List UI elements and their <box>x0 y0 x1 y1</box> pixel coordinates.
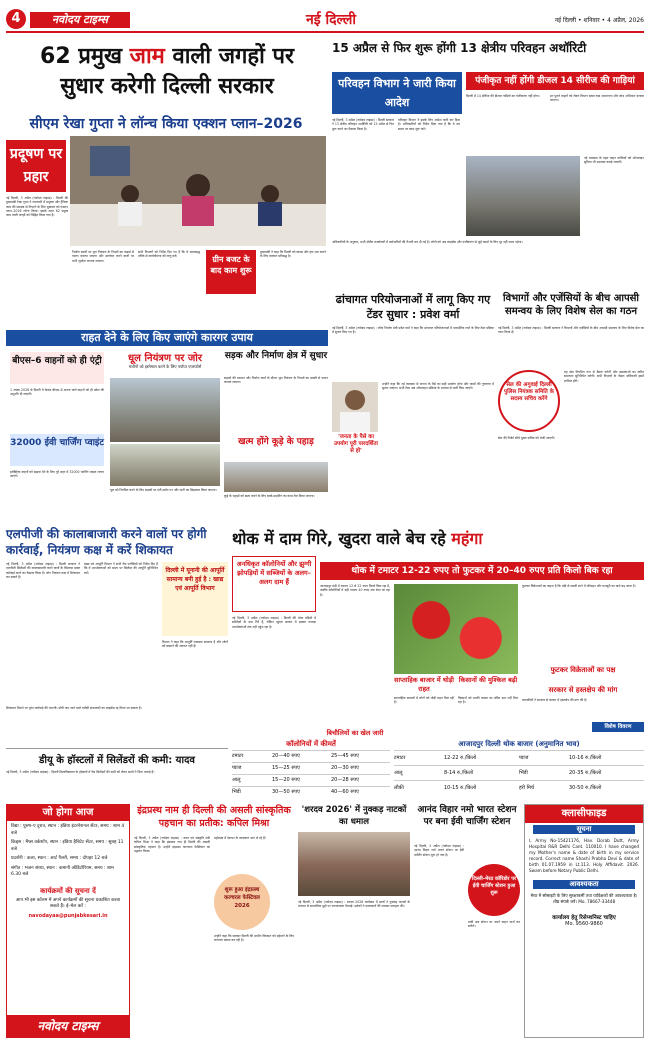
azadpur-grid <box>394 750 644 795</box>
lead-body-col-1: नई दिल्ली, 3 अप्रैल (नवोदय टाइम्स) : दिल्ली की मुख्यमंत्री रेखा गुप्ता ने राजधानी में प्रदूषण और ट्रैफिक जाम की समस्या से निपटने के लिए शुक्रवार को एक्शन प्लान–2026 लॉन्च किया। इसके तहत 62 प्रमुख जाम वाली जगहों को चिह्नित किया गया है। <box>6 196 68 218</box>
table-row <box>394 780 519 795</box>
price-item: लौकी <box>394 785 404 791</box>
table-row <box>232 774 390 786</box>
weekly-market-title: साप्ताहिक बाजार में थोड़ी राहत <box>394 676 454 693</box>
headline-part-1: 62 प्रमुख <box>40 44 130 69</box>
table-row <box>232 786 390 798</box>
tender-quote: 'जनता के पैसे का उपयोग पूरी पारदर्शिता से हो' <box>334 434 378 454</box>
lpg-body-2: खाद्य एवं आपूर्ति विभाग ने सभी गैस एजेंसियों को निर्देश दिए हैं कि वे उपभोक्ताओं को समय पर सिलेंडर की आपूर्ति सुनिश्चित करें। <box>84 562 158 575</box>
lead-story <box>6 36 326 326</box>
tender-headline: ढांचागत परियोजनाओं में लागू किए गए टेंडर सुधार : प्रवेश वर्मा <box>335 293 491 321</box>
transport-body-2: परिवहन विभाग ने इसके लिए आदेश जारी कर दिया है। अधिकारियों को निर्देश दिया गया है कि वे तय समय पर काम शुरू करें। <box>398 118 460 131</box>
lead-headline <box>12 42 322 102</box>
lpg-story <box>6 526 228 776</box>
agencies-story <box>498 292 644 520</box>
headline-part-2: वाली जगहों पर <box>164 44 294 69</box>
azadpur-table <box>394 740 644 796</box>
roads-body: सड़कों की मरम्मत और निर्माण कार्य के दौरान धूल नियंत्रण के नियमों का सख्ती से पालन कराया जाएगा। <box>224 376 328 385</box>
table-row <box>232 762 390 774</box>
charging-body: इलेक्ट्रिक वाहनों को बढ़ावा देने के लिए पूरे शहर में 32000 चार्जिंग प्वाइंट लगाए जाएंगे। <box>10 470 104 479</box>
lead-body-col-2: निर्माण स्थलों पर धूल नियंत्रण के नियमों का कड़ाई से पालन कराया जाएगा और उल्लंघन करने वालों पर भारी जुर्माना लगाया जाएगा। <box>72 250 134 263</box>
lead-body-col-4: मुख्यमंत्री ने कहा कि दिल्ली को स्वच्छ और हरा-भरा बनाने के लिए सरकार प्रतिबद्ध है। <box>260 250 326 259</box>
charging-box: 32000 ईवी चार्जिंग प्वाइंट <box>10 434 104 466</box>
dust-body: धूल को नियंत्रित करने के लिए सड़कों पर एंटी-स्मॉग गन और पानी का छिड़काव किया जाएगा। <box>110 488 217 492</box>
tag-line-2: प्रहार <box>23 169 49 185</box>
indraprastha-headline: इंद्रप्रस्थ नाम ही दिल्ली की असली सांस्कृतिक पहचान का प्रतीक: कपिल मिश्रा <box>137 805 291 829</box>
minister-photo <box>332 382 378 432</box>
event-item: संगीत : भजन संध्या, स्थान : कमानी ऑडिटोरियम, समय : शाम 6.30 बजे <box>11 865 114 877</box>
playwright-body: नई दिल्ली, 3 अप्रैल (नवोदय टाइम्स) : शरदव 2026 कार्यक्रम में छात्रों ने नुक्कड़ नाटकों के माध्यम से सामाजिक मुद्दों पर जागरूकता फैलाई। दर्शकों ने कलाकारों की जमकर सराहना की। <box>298 900 410 909</box>
price-item: भिंडी <box>232 789 241 795</box>
bs6-box: बीएस–6 वाहनों को ही एंट्री <box>10 352 104 384</box>
playwright-headline: 'शरदव 2026' में नुक्कड़ नाटकों का धमाल <box>301 805 407 827</box>
tag-line-1: प्रदूषण पर <box>9 146 63 162</box>
price-b: 25—45 रुपए <box>331 753 359 759</box>
event-item: विद्या : पुरुष–ए दुरात, स्थान : इंडिया इंटरनेशनल सेंटर, समय : शाम 4 बजे <box>11 824 125 836</box>
price-a: 15—20 रुपए <box>272 777 300 783</box>
roads-title: सड़क और निर्माण क्षेत्र में सुधार <box>224 351 328 361</box>
lpg-callout: दिल्ली में यूनानी की आपूर्ति सामान्य बनी हुई है : खाद्य एवं आपूर्ति विभाग <box>162 562 228 636</box>
price-a: 15—25 रुपए <box>272 765 300 771</box>
events-email: navodayaa@punjabkesari.in <box>28 912 108 919</box>
control-body: व्यापारियों ने सरकार से बाजार में हस्तक्षेप की मांग की है। <box>522 698 588 702</box>
green-budget-box: ग्रीन बजट के बाद काम शुरू <box>206 250 256 294</box>
meeting-illustration <box>70 136 326 246</box>
price-item: आलू <box>394 770 403 776</box>
dust-photo-2 <box>110 444 220 486</box>
playwright-story <box>298 804 410 1038</box>
waste-body: कूड़े के पहाड़ों को खत्म करने के लिए बायो-माइनिंग का काम तेज किया जाएगा। <box>224 494 315 498</box>
price-item: आलू <box>232 777 241 783</box>
agencies-headline: विभागों और एजेंसियों के बीच आपसी समन्वय के लिए विशेष सेल का गठन <box>503 293 639 317</box>
wholesale-body-2: आजादपुर मंडी में टमाटर 12 से 22 रुपए किलो बिक रहा है, जबकि कॉलोनियों में यही टमाटर 40 रुपए तक बेचा जा रहा है। <box>320 584 390 597</box>
events-footer-mast: नवोदय टाइम्स <box>7 1015 129 1037</box>
events-notice-title: कार्यक्रमों की सूचना दें <box>40 886 96 895</box>
price-item: टमाटर <box>232 753 244 759</box>
transport-body-3: दिल्ली में 14 सीरीज की डीजल गाड़ियों का पंजीकरण नहीं होगा। <box>466 94 540 98</box>
lead-photo <box>70 136 326 246</box>
bs6-body: 1 नवंबर 2026 से दिल्ली में केवल बीएस–6 मानक वाले वाहनों को ही प्रवेश की अनुमति दी जाएगी। <box>10 388 104 397</box>
indraprastha-body-3: उन्होंने कहा कि सरकार दिल्ली की प्राचीन विरासत को सहेजने के लिए लगातार प्रयास कर रही है। <box>214 934 294 943</box>
weekly-market-body: साप्ताहिक बाजारों में लोगों को थोड़ी राहत मिल रही है। <box>394 696 454 705</box>
headline-part-3: सुधार करेगी दिल्ली सरकार <box>60 74 274 99</box>
control-title: सरकार से हस्तक्षेप की मांग <box>548 686 618 694</box>
landfill-photo <box>224 462 328 492</box>
lpg-body-1: नई दिल्ली, 3 अप्रैल (नवोदय टाइम्स) : दिल्ली सरकार ने एलपीजी सिलेंडरों की कालाबाजारी करने वालों के खिलाफ सख्त कार्रवाई करने का फैसला किया है। लोग नियंत्रण कक्ष में शिकायत कर सकते हैं। <box>6 562 80 579</box>
price-a: 20—40 रुपए <box>272 753 300 759</box>
event-item: किड्स : मैथ्स वर्कशॉप, स्थान : इंडिया हैबिटेट सेंटर, समय : सुबह 11 बजे <box>11 840 124 852</box>
colony-prices-title: कॉलोनियों में कीमतें <box>286 740 336 748</box>
price-item: प्याज <box>232 765 242 771</box>
event-item: प्रदर्शनी : कला, स्थान : आर्ट गैलरी, समय : दोपहर 12 बजे <box>11 856 108 861</box>
traffic-photo <box>466 156 580 236</box>
wholesale-headline <box>232 526 644 552</box>
pollution-tag <box>6 140 66 192</box>
page-number-badge: 4 <box>6 9 26 29</box>
table-row <box>519 750 644 765</box>
events-title: जो होगा आज <box>7 805 129 821</box>
price-item: हरी मिर्च <box>519 785 535 791</box>
date-line: नई दिल्ली • शनिवार • 4 अप्रैल, 2026 <box>554 17 644 24</box>
transport-body-5: नई व्यवस्था के तहत वाहन मालिकों को ऑनलाइन सुविधा भी उपलब्ध कराई जाएगी। <box>584 156 644 165</box>
price-a: 30—50 रुपए <box>272 789 300 795</box>
transport-headline: 15 अप्रैल से फिर शुरू होंगी 13 क्षेत्रीय परिवहन अथॉरिटी <box>332 41 587 55</box>
table-row <box>519 780 644 795</box>
table-row <box>519 765 644 780</box>
retail-title: फुटकर विक्रेताओं का पक्ष <box>550 666 616 674</box>
wholesale-body-1: नई दिल्ली, 3 अप्रैल (नवोदय टाइम्स) : दिल्ली की थोक मंडियों में सब्जियों के दाम गिरे हैं, लेकिन खुदरा बाजार में इसका फायदा उपभोक्ताओं तक नहीं पहुंच रहा है। <box>232 616 316 629</box>
dust-sub: मशीनों को इस्तेमाल करने के लिए पर्याप्त एयरफोर्स <box>128 364 202 369</box>
tender-body-2: उन्होंने कहा कि नई व्यवस्था से जनता के पैसे का सही उपयोग होगा और कामों की गुणवत्ता में सुधार आएगा। सभी टेंडर अब ऑनलाइन प्रक्रिया के माध्यम से जारी किए जाएंगे। <box>382 382 494 391</box>
du-body: नई दिल्ली, 3 अप्रैल (नवोदय टाइम्स) : दिल्ली विश्वविद्यालय के हॉस्टलों में गैस सिलेंडरों की कमी को लेकर छात्रों ने चिंता जताई है। <box>6 770 155 774</box>
tender-story <box>332 292 494 520</box>
price-item: भिंडी <box>519 770 528 776</box>
price-value: 12-22 रु./किलो <box>444 755 477 761</box>
classifieds-req-text: मेरठ में सोसाइटी के लिए सुरक्षाकर्मी तथा पर्यवेक्षकों की आवश्यकता है। शीघ्र संपर्क करें। Mo. 78667-33448 <box>530 893 638 904</box>
farmer-body: किसानों को उनकी फसल का उचित दाम नहीं मिल रहा है। <box>458 696 518 705</box>
classifieds-ad-title: कार्यालय हेतु रिसेप्शनिस्ट चाहिए <box>552 915 616 921</box>
wholesale-headline-costly: महंगा <box>451 529 483 548</box>
transport-body-1: नई दिल्ली, 3 अप्रैल (नवोदय टाइम्स) : दिल्ली सरकार ने 13 क्षेत्रीय परिवहन अथॉरिटी को 15 अप्रैल से फिर शुरू करने का फैसला किया है। <box>332 118 394 131</box>
classifieds-title: क्लासीफाइड <box>525 805 643 823</box>
relief-banner: राहत देने के लिए किए जाएंगे कारगर उपाय <box>6 330 328 346</box>
lpg-bottom-rule <box>6 748 228 749</box>
wholesale-body-3: फुटकर विक्रेताओं का कहना है कि मंडी से सब्जी लाने में परिवहन और मजदूरी का खर्च बढ़ जाता है। <box>522 584 636 588</box>
azadpur-title: आजादपुर दिल्ली थोक बाजार (अनुमानित भाव) <box>458 740 580 748</box>
table-row <box>394 765 519 780</box>
dust-title: धूल नियंत्रण पर जोर <box>128 353 202 364</box>
street-play-photo <box>298 832 410 896</box>
page-header <box>6 6 644 32</box>
price-item: प्याज <box>519 755 529 761</box>
relief-section <box>6 330 328 520</box>
events-notice-text: आप भी इस कॉलम में अपने कार्यक्रमों की सूचना प्रकाशित करवा सकते हैं। ई–मेल करें : <box>15 897 121 909</box>
transport-body-6: अधिकारियों के अनुसार, सभी क्षेत्रीय कार्यालयों में कर्मचारियों की तैनाती कर दी गई है। लोगों को अब लाइसेंस और पंजीकरण से जुड़े कामों के लिए दूर नहीं जाना पड़ेगा। <box>332 240 523 244</box>
classifieds-subtitle: सूचना <box>533 825 635 834</box>
price-value: 8-14 रु./किलो <box>444 770 474 776</box>
colony-prices-table <box>232 740 390 796</box>
agencies-badge: सेल की अगुवाई दिल्ली पुलिस नियंत्रक समिति के सदस्य सचिव करेंगे <box>498 370 560 432</box>
masthead-logo: नवोदय टाइम्स <box>30 12 130 28</box>
classifieds <box>524 804 644 1038</box>
lead-deck: सीएम रेखा गुप्ता ने लॉन्च किया एक्शन प्लान–2026 <box>29 116 303 132</box>
colony-box: अनधिकृत कॉलोनियों और झुग्गी झोपड़ियों में सब्जियों के अलग–अलग दाम हैं <box>232 556 316 612</box>
price-value: 10-16 रु./किलो <box>569 755 602 761</box>
agencies-body-1: नई दिल्ली, 3 अप्रैल (नवोदय टाइम्स) : दिल्ली सरकार ने विभागों और एजेंसियों के बीच आपसी समन्वय के लिए विशेष सेल का गठन किया है। <box>498 326 644 335</box>
waste-title: खत्म होंगे कूड़े के पहाड़ <box>238 437 314 447</box>
lpg-body-4: शिकायत मिलने पर तुरंत कार्रवाई की जाएगी। दोषी पाए जाने वाले एजेंसी संचालकों का लाइसेंस रद्द किया जा सकता है। <box>6 706 142 710</box>
table-row <box>394 750 519 765</box>
indraprastha-body-2: महोत्सव में देशभर के कलाकार भाग ले रहे हैं। <box>214 836 267 840</box>
ev-body-1: नई दिल्ली, 3 अप्रैल (नवोदय टाइम्स) : आनंद विहार नमो भारत स्टेशन पर ईवी चार्जिंग स्टेशन शुरू हो गया है। <box>414 844 464 857</box>
ev-station-story <box>414 804 520 1038</box>
price-b: 40—60 रुपए <box>331 789 359 795</box>
price-b: 20—30 रुपए <box>331 765 359 771</box>
price-item: टमाटर <box>394 755 406 761</box>
dust-photo <box>110 378 220 442</box>
pressure-title: बिचौलियों का खेल जारी <box>326 729 384 737</box>
indraprastha-story <box>134 804 294 1038</box>
events-column <box>6 804 130 1038</box>
price-value: 30-50 रु./किलो <box>569 785 602 791</box>
table-row <box>232 750 390 762</box>
headline-jam: जाम <box>129 44 165 69</box>
transport-sub-1: परिवहन विभाग ने जारी किया आदेश <box>332 72 462 114</box>
portrait-illustration <box>332 382 378 432</box>
price-b: 20—28 रुपए <box>331 777 359 783</box>
classifieds-ad-text: Mo. 9560-9860 <box>565 921 603 927</box>
farmer-title: किसानों की मुश्किल बढ़ी <box>458 676 518 684</box>
lpg-headline: एलपीजी की कालाबाजारी करने वालों पर होगी कार्रवाई, नियंत्रण कक्ष में करें शिकायत <box>6 527 207 557</box>
vegetable-photo <box>394 584 518 674</box>
festival-badge: शुरू हुआ इंद्रप्रस्थ कल्चरल फेस्टिवल 2026 <box>214 874 270 930</box>
city-label: नई दिल्ली <box>305 12 356 28</box>
header-rule <box>6 31 644 33</box>
indraprastha-body-1: नई दिल्ली, 3 अप्रैल (नवोदय टाइम्स) : कला एवं संस्कृति मंत्री कपिल मिश्रा ने कहा कि इंद्रप्रस्थ नाम ही दिल्ली की असली सांस्कृतिक पहचान है। उन्होंने इंद्रप्रस्थ कल्चरल फेस्टिवल का उद्घाटन किया। <box>134 836 210 853</box>
wholesale-headline-part-1: थोक में दाम गिरे, खुदरा वाले बेच रहे <box>232 529 452 548</box>
agencies-body-3: सेल की रिपोर्ट सीधे मुख्य सचिव को भेजी जाएगी। <box>498 436 555 440</box>
transport-sub-2: पंजीकृत नहीं होंगी डीजल 14 सीरीज की गाड़ियां <box>466 72 644 90</box>
ev-body-2: यात्री अब स्टेशन पर अपने वाहन चार्ज कर सकेंगे। <box>468 920 520 929</box>
classifieds-notice: I, Army No-15421176, Hav. Dorab Dutt, Army Hospital R&R Delhi Cant. 110010. I have changed my Mother's name & date of birth in my service record. Correct name Shashi Prabha Devi & date of birth 01.07.1959 in Lt.113. Holy Affidavit. 2026. Swam before Notary Public Delhi. <box>529 838 639 873</box>
lpg-body-3: विभाग ने कहा कि आपूर्ति व्यवस्था सामान्य है और लोगों को घबराने की जरूरत नहीं है। <box>162 640 228 649</box>
du-headline: डीयू के हॉस्टलों में सिलेंडरों की कमी: यादव <box>39 755 195 766</box>
transport-story <box>332 36 644 326</box>
agencies-body-2: यह सेल नियमित रूप से बैठक करेगी और समस्याओं का त्वरित समाधान सुनिश्चित करेगी। सभी विभागों के नोडल अधिकारी इसमें शामिल होंगे। <box>564 370 644 383</box>
ev-headline: आनंद विहार नमो भारत स्टेशन पर बना ईवी चार्जिंग स्टेशन <box>417 805 517 827</box>
seasonal-label: विशेष विवरण <box>592 722 644 732</box>
price-value: 20-35 रु./किलो <box>569 770 602 776</box>
ev-badge: दिल्ली–मेरठ कॉरिडोर पर ईवी चार्जिंग स्टेशन हुआ शुरू <box>468 864 520 916</box>
tomato-banner: थोक में टमाटर 12-22 रुपए तो फुटकर में 20–40 रुपए प्रति किलो बिक रहा <box>320 562 644 580</box>
transport-body-4: इन पुराने वाहनों को लेकर विभाग सख्त रुख अपनाएगा और जांच अभियान चलाया जाएगा। <box>550 94 644 103</box>
price-value: 10-15 रु./किलो <box>444 785 477 791</box>
lead-body-col-3: सभी विभागों को निर्देश दिए गए हैं कि वे समयबद्ध तरीके से कार्ययोजना को लागू करें। <box>138 250 200 259</box>
classifieds-req-title: आवश्यकता <box>533 880 635 889</box>
tender-body-1: नई दिल्ली, 3 अप्रैल (नवोदय टाइम्स) : लोक निर्माण मंत्री प्रवेश वर्मा ने कहा कि ढांचागत परियोजनाओं में पारदर्शिता लाने के लिए टेंडर प्रक्रिया में सुधार किए गए हैं। <box>332 326 494 335</box>
wholesale-story <box>232 526 644 796</box>
